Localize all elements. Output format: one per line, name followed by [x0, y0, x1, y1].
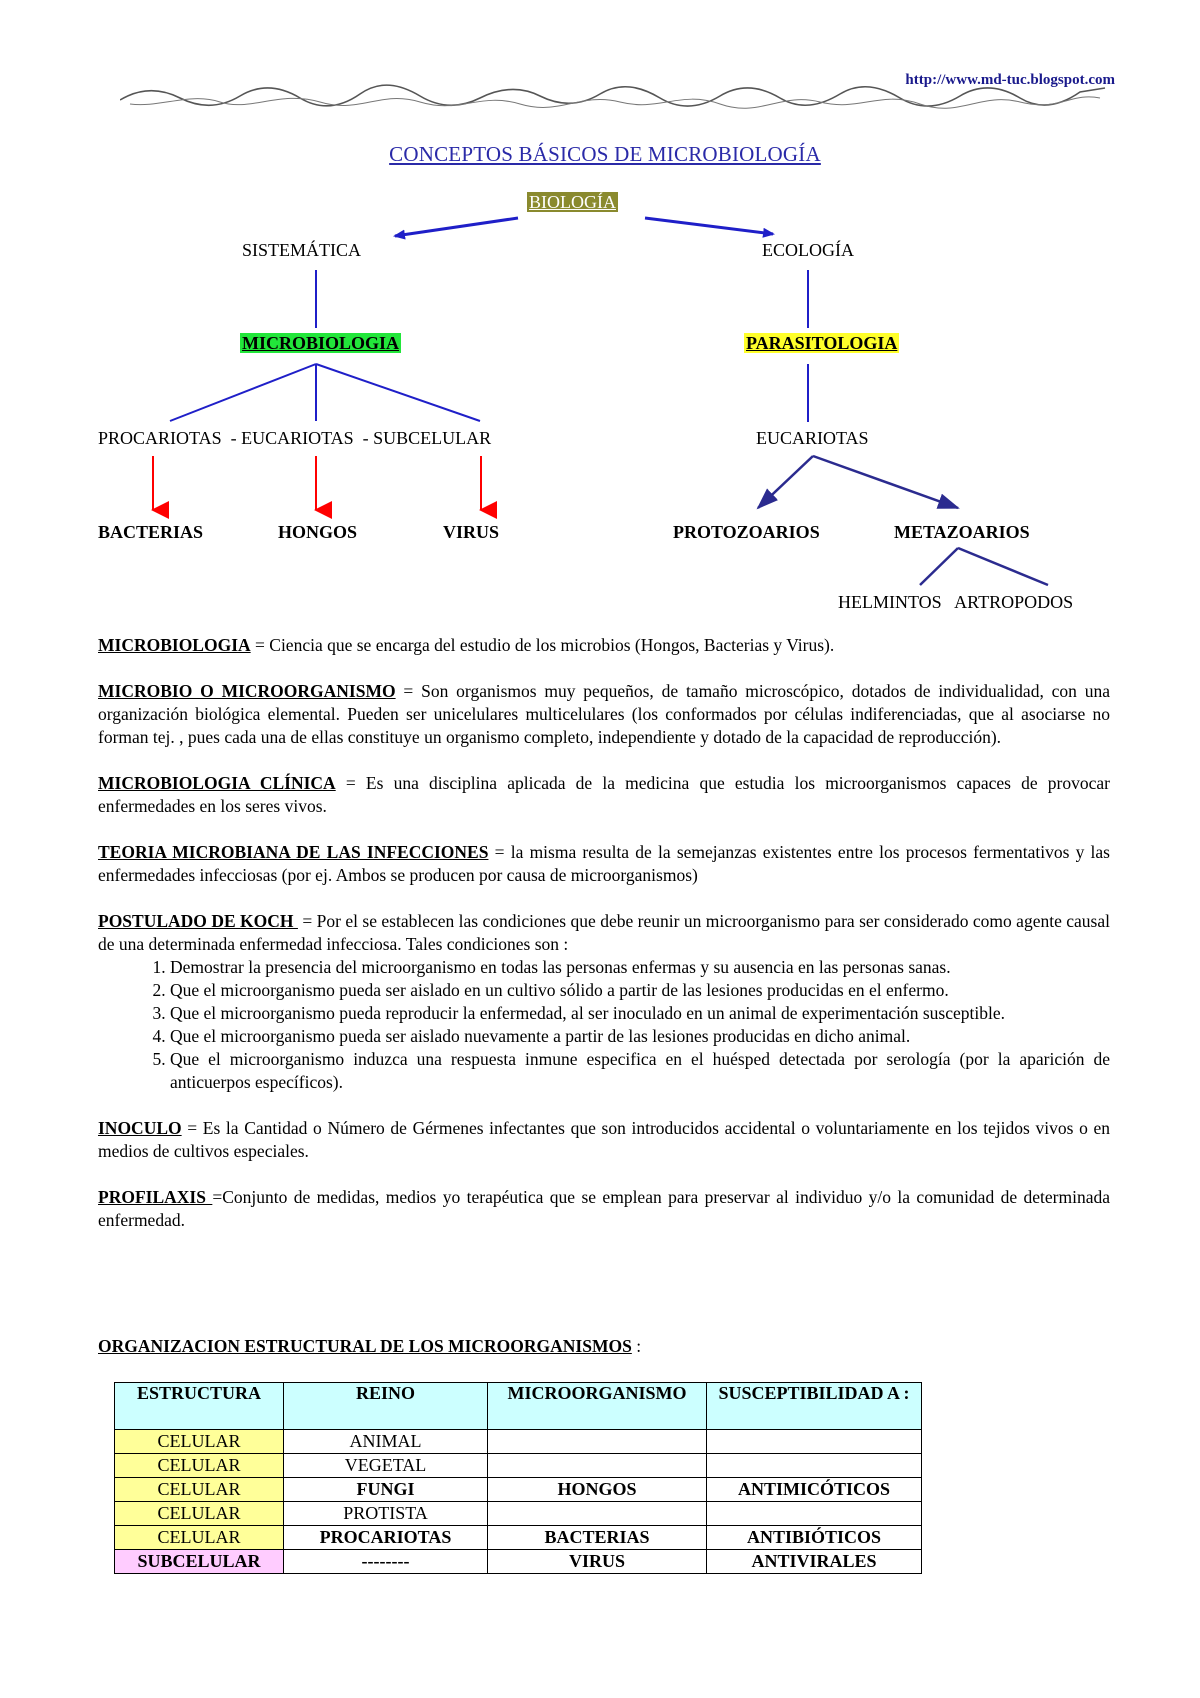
term-teoria: TEORIA MICROBIANA DE LAS INFECCIONES: [98, 842, 489, 862]
organization-title: ORGANIZACION ESTRUCTURAL DE LOS MICROORGANISMOS :: [98, 1336, 642, 1356]
def-microbio: MICROBIO O MICROORGANISMO = Son organismos muy pequeños, de tamaño microscópico, dotados de individualidad, con una organización biológica elemental. Pueden ser unicelulares multicelulares (los conformados por células indiferenciadas, que al asociarse no forman tej. , pues cada una de ellas constituye un organismo completo, independiente y dotado de la capacidad de reproducción).: [98, 681, 1111, 747]
list-item: 1. Demostrar la presencia del microorganismo en todas las personas enfermas y su ausencia en las personas sanas.: [170, 956, 1110, 979]
node-biologia: BIOLOGÍA: [529, 192, 616, 212]
arrow-protozoarios: [758, 456, 813, 508]
node-ecologia: ECOLOGÍA: [762, 240, 854, 260]
list-item: 3. Que el microorganismo pueda reproducir la enfermedad, al ser inoculado en un animal de experimentación susceptible.: [170, 1002, 1110, 1025]
node-protozoarios: PROTOZOARIOS: [673, 522, 820, 542]
node-bacterias: BACTERIAS: [98, 522, 204, 542]
node-metazoarios: METAZOARIOS: [894, 522, 1030, 542]
table-row: SUBCELULAR -------- VIRUS ANTIVIRALES: [115, 1550, 922, 1574]
table-header-cell: ESTRUCTURA: [115, 1383, 284, 1430]
table-row: CELULAR PROTISTA: [115, 1502, 922, 1526]
def-profilaxis: PROFILAXIS =Conjunto de medidas, medios yo terapéutica que se emplean para preservar al individuo y/o la comunidad de determinada enfermedad.: [98, 1187, 1111, 1230]
def-koch: POSTULADO DE KOCH = Por el se establecen las condiciones que debe reunir un microorganismo para ser considerado como agente causal de una determinada enfermedad infecciosa. Tales condiciones son : 1. Demostrar la presencia del microorganismo en todas las personas enfermas y su ausencia en las personas sanas. 2. Que el microorganismo pueda ser aislado en un cultivo sólido a partir de las lesiones producidas en el enfermo. 3. Que el microorganismo pueda reproducir la enfermedad, al ser inoculado en un animal de experimentación susceptible. 4. Que el microorganismo pueda ser aislado nuevamente a partir de las lesiones producidas en dicho animal. 5. Que el microorganismo induzca una respuesta inmune especifica en el huésped detectada por serología (por la aparición de anticuerpos específicos).: [98, 910, 1110, 1094]
table-row: CELULAR PROCARIOTAS BACTERIAS ANTIBIÓTICOS: [115, 1526, 922, 1550]
term-microbio: MICROBIO O MICROORGANISMO: [98, 681, 396, 701]
table-row: CELULAR VEGETAL: [115, 1454, 922, 1478]
list-item: 4. Que el microorganismo pueda ser aislado nuevamente a partir de las lesiones producidas en dicho animal.: [170, 1025, 1110, 1048]
list-item: 5. Que el microorganismo induzca una respuesta inmune especifica en el huésped detectada por serología (por la aparición de anticuerpos específicos).: [170, 1048, 1110, 1094]
term-koch: POSTULADO DE KOCH: [98, 911, 298, 931]
arrow-to-ecologia: [645, 218, 773, 234]
table-header-cell: REINO: [284, 1383, 488, 1430]
koch-postulates-list: [98, 956, 1110, 1094]
concept-diagram: [0, 0, 1200, 640]
term-clinica: MICROBIOLOGIA CLÍNICA: [98, 773, 336, 793]
organization-table: [114, 1382, 922, 1574]
line-helmintos: [920, 548, 958, 585]
term-inoculo: INOCULO: [98, 1118, 182, 1138]
term-microbiologia: MICROBIOLOGIA: [98, 635, 251, 655]
term-profilaxis: PROFILAXIS: [98, 1187, 213, 1207]
header-url[interactable]: http://www.md-tuc.blogspot.com: [905, 72, 1115, 88]
node-procariotas-eucariotas-subcelular: PROCARIOTAS - EUCARIOTAS - SUBCELULAR: [98, 428, 492, 448]
node-parasitologia: PARASITOLOGIA: [746, 333, 898, 353]
node-hongos: HONGOS: [278, 522, 358, 542]
table-row: CELULAR FUNGI HONGOS ANTIMICÓTICOS: [115, 1478, 922, 1502]
arrow-to-sistematica: [395, 218, 518, 236]
def-microbiologia: MICROBIOLOGIA = Ciencia que se encarga del estudio de los microbios (Hongos, Bacterias y Virus).: [98, 635, 835, 655]
node-microbiologia: MICROBIOLOGIA: [242, 333, 400, 353]
table-header-row: [115, 1383, 922, 1430]
node-sistematica: SISTEMÁTICA: [242, 240, 362, 260]
table-row: CELULAR ANIMAL: [115, 1430, 922, 1454]
table-header-cell: MICROORGANISMO: [488, 1383, 707, 1430]
node-eucariotas: EUCARIOTAS: [756, 428, 869, 448]
list-item: 2. Que el microorganismo pueda ser aislado en un cultivo sólido a partir de las lesiones producidas en el enfermo.: [170, 979, 1110, 1002]
arrow-metazoarios: [813, 456, 958, 508]
def-clinica: MICROBIOLOGIA CLÍNICA = Es una disciplina aplicada de la medicina que estudia los microorganismos capaces de provocar enfermedades en los seres vivos.: [98, 773, 1110, 816]
node-virus: VIRUS: [443, 522, 500, 542]
page-title: CONCEPTOS BÁSICOS DE MICROBIOLOGÍA: [389, 142, 821, 166]
table-header-cell: SUSCEPTIBILIDAD A :: [707, 1383, 922, 1430]
line-micro-right: [316, 364, 480, 421]
node-helmintos-artropodos: HELMINTOS ARTROPODOS: [838, 592, 1074, 612]
definitions-section: [98, 634, 1110, 1255]
diagram-connectors: [0, 0, 1200, 640]
def-teoria: TEORIA MICROBIANA DE LAS INFECCIONES = la misma resulta de la semejanzas existentes entre los procesos fermentativos y las enfermedades infecciosas (por ej. Ambos se producen por causa de microorganismos): [98, 842, 1110, 885]
def-inoculo: INOCULO = Es la Cantidad o Número de Gérmenes infectantes que son introducidos accidental o voluntariamente en los tejidos vivos o en medios de cultivos especiales.: [98, 1118, 1110, 1161]
line-artropodos: [958, 548, 1048, 585]
line-micro-left: [170, 364, 316, 421]
